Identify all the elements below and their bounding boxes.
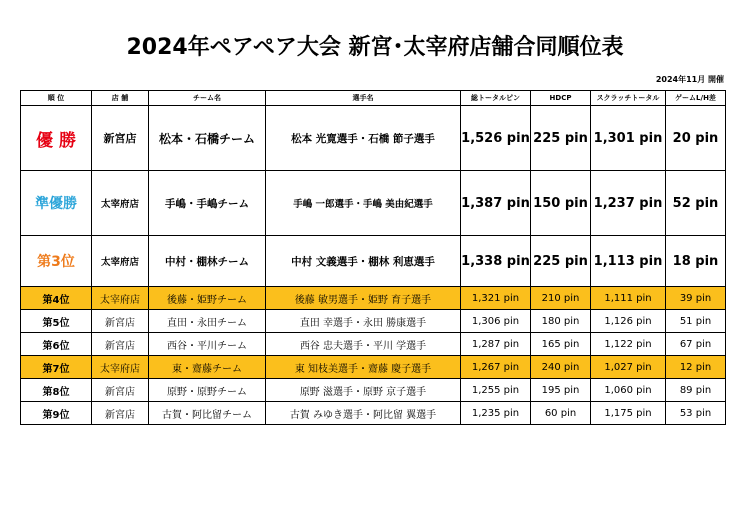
team-cell: 古賀・阿比留チーム [149, 402, 266, 425]
hdcp-cell: 195 pin [531, 379, 591, 402]
players-cell: 原野 滋選手・原野 京子選手 [266, 379, 461, 402]
header-store: 店 舗 [92, 91, 149, 106]
scratch-cell: 1,175 pin [591, 402, 666, 425]
team-cell: 松本・石橋チーム [149, 106, 266, 171]
hdcp-cell: 210 pin [531, 287, 591, 310]
players-cell: 手嶋 一郎選手・手嶋 美由紀選手 [266, 171, 461, 236]
header-team: チーム名 [149, 91, 266, 106]
hdcp-cell: 225 pin [531, 236, 591, 287]
store-cell: 新宮店 [92, 379, 149, 402]
total-cell: 1,321 pin [461, 287, 531, 310]
table-row [21, 106, 726, 171]
scratch-cell: 1,237 pin [591, 171, 666, 236]
header-rank: 順 位 [21, 91, 92, 106]
total-cell: 1,526 pin [461, 106, 531, 171]
total-cell: 1,255 pin [461, 379, 531, 402]
rank-cell: 第9位 [21, 402, 92, 425]
scratch-cell: 1,122 pin [591, 333, 666, 356]
hdcp-cell: 225 pin [531, 106, 591, 171]
diff-cell: 53 pin [666, 402, 726, 425]
scratch-cell: 1,060 pin [591, 379, 666, 402]
team-cell: 中村・棚林チーム [149, 236, 266, 287]
rank-cell: 優 勝 [21, 106, 92, 171]
diff-cell: 18 pin [666, 236, 726, 287]
team-cell: 手嶋・手嶋チーム [149, 171, 266, 236]
hdcp-cell: 150 pin [531, 171, 591, 236]
table-row [21, 287, 726, 310]
team-cell: 原野・原野チーム [149, 379, 266, 402]
team-cell: 後藤・姫野チーム [149, 287, 266, 310]
hdcp-cell: 60 pin [531, 402, 591, 425]
diff-cell: 20 pin [666, 106, 726, 171]
event-date: 2024年11月 開催 [655, 75, 724, 84]
total-cell: 1,267 pin [461, 356, 531, 379]
header-hdcp: HDCP [531, 91, 591, 106]
team-cell: 西谷・平川チーム [149, 333, 266, 356]
store-cell: 新宮店 [92, 310, 149, 333]
total-cell: 1,306 pin [461, 310, 531, 333]
players-cell: 後藤 敏男選手・姫野 育子選手 [266, 287, 461, 310]
scratch-cell: 1,027 pin [591, 356, 666, 379]
store-cell: 太宰府店 [92, 287, 149, 310]
rank-cell: 第5位 [21, 310, 92, 333]
players-cell: 直田 幸選手・永田 勝康選手 [266, 310, 461, 333]
players-cell: 東 知枝美選手・齋藤 慶子選手 [266, 356, 461, 379]
store-cell: 新宮店 [92, 106, 149, 171]
header-scratch: スクラッチトータル [591, 91, 666, 106]
diff-cell: 89 pin [666, 379, 726, 402]
hdcp-cell: 240 pin [531, 356, 591, 379]
rank-cell: 第4位 [21, 287, 92, 310]
header-total: 総トータルピン [461, 91, 531, 106]
diff-cell: 52 pin [666, 171, 726, 236]
rank-cell: 準優勝 [21, 171, 92, 236]
total-cell: 1,235 pin [461, 402, 531, 425]
team-cell: 東・齋藤チーム [149, 356, 266, 379]
total-cell: 1,287 pin [461, 333, 531, 356]
players-cell: 西谷 忠夫選手・平川 学選手 [266, 333, 461, 356]
table-row [21, 171, 726, 236]
scratch-cell: 1,111 pin [591, 287, 666, 310]
rank-cell: 第7位 [21, 356, 92, 379]
ranking-table [20, 90, 726, 425]
header-diff: ゲームL/H差 [666, 91, 726, 106]
hdcp-cell: 180 pin [531, 310, 591, 333]
store-cell: 新宮店 [92, 333, 149, 356]
header-players: 選手名 [266, 91, 461, 106]
total-cell: 1,387 pin [461, 171, 531, 236]
store-cell: 太宰府店 [92, 356, 149, 379]
scratch-cell: 1,126 pin [591, 310, 666, 333]
total-cell: 1,338 pin [461, 236, 531, 287]
diff-cell: 39 pin [666, 287, 726, 310]
scratch-cell: 1,301 pin [591, 106, 666, 171]
hdcp-cell: 165 pin [531, 333, 591, 356]
diff-cell: 12 pin [666, 356, 726, 379]
diff-cell: 67 pin [666, 333, 726, 356]
players-cell: 古賀 みゆき選手・阿比留 翼選手 [266, 402, 461, 425]
store-cell: 太宰府店 [92, 171, 149, 236]
store-cell: 太宰府店 [92, 236, 149, 287]
rank-cell: 第8位 [21, 379, 92, 402]
table-row [21, 310, 726, 333]
table-row [21, 402, 726, 425]
table-header-row [21, 91, 726, 106]
players-cell: 松本 光寛選手・石橋 節子選手 [266, 106, 461, 171]
scratch-cell: 1,113 pin [591, 236, 666, 287]
store-cell: 新宮店 [92, 402, 149, 425]
page-title: 2024年ペアペア大会 新宮･太宰府店舗合同順位表 [126, 35, 624, 60]
players-cell: 中村 文義選手・棚林 利恵選手 [266, 236, 461, 287]
diff-cell: 51 pin [666, 310, 726, 333]
table-row [21, 236, 726, 287]
team-cell: 直田・永田チーム [149, 310, 266, 333]
table-row [21, 333, 726, 356]
table-row [21, 379, 726, 402]
rank-cell: 第3位 [21, 236, 92, 287]
rank-cell: 第6位 [21, 333, 92, 356]
table-row [21, 356, 726, 379]
